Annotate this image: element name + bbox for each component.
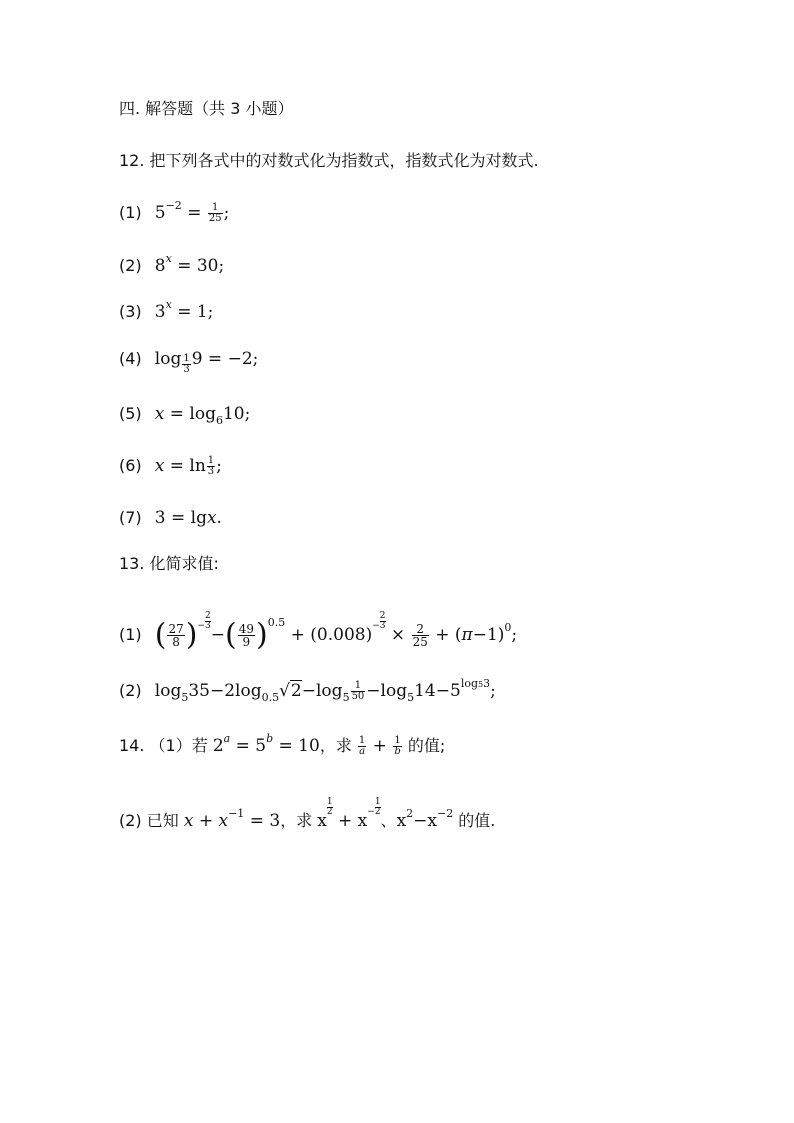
q12-item-2 [119, 252, 225, 277]
formula: x = ln $\frac{1}{3}$ ; [154, 455, 222, 477]
formula: $8^x = 30$; [154, 252, 225, 276]
fraction: $\frac{1}{3}$ [183, 353, 190, 375]
fraction: $\frac{27}{8}$ [168, 622, 184, 649]
exponent-fraction: $\frac{1}{2}$ [326, 797, 333, 817]
question-label: (2) 已知 [119, 811, 184, 830]
item-label: (1) [119, 625, 142, 644]
q12-item-1 [119, 199, 230, 224]
formula: $\log_535-2\log_{0.5}√2-\log_5$ $\frac{1}{50}$ $-\log_514-5^{log53}$; [154, 677, 496, 704]
q14-line-2: (2) 已知 $x + x^{-1} = 3$，求 x $\frac{1}{2}$ + x − $\frac{1}{2}$ 、$x^2-x^{-2}$ 的值. [119, 797, 496, 831]
question-label: 14. （1）若 [119, 736, 213, 755]
question-12-stem: 12. 把下列各式中的对数式化为指数式，指数式化为对数式. [119, 151, 539, 170]
fraction: $\frac{1}{b}$ [394, 735, 401, 757]
exponent-fraction: − [372, 621, 380, 631]
exponent-fraction: − [197, 621, 206, 631]
fraction: $\frac{1}{50}$ [351, 680, 365, 702]
formula: $3^x = 1$; [154, 298, 214, 322]
q12-item-6 [119, 455, 222, 477]
exponent-fraction: − [367, 807, 375, 817]
q14-line-1: 14. （1）若 $2^a = 5^b = 10$，求 $\frac{1}{a}$ + $\frac{1}{b}$ 的值; [119, 732, 446, 757]
fraction: $\frac{1}{3}$ [207, 455, 215, 477]
question-13-stem: 13. 化简求值: [119, 554, 219, 573]
formula: 3 = lgx. [154, 508, 222, 528]
item-label: (4) [119, 349, 142, 368]
item-label: (2) [119, 681, 142, 700]
q12-item-5 [119, 403, 250, 425]
fraction: $\frac{1}{a}$ [358, 735, 366, 757]
q13-item-2 [119, 677, 496, 704]
formula: $x = \log_610$; [154, 404, 251, 427]
formula: $5^{-2}$ = $\frac{1}{25}$ ; [154, 199, 230, 224]
q12-item-3 [119, 298, 214, 323]
section-title: 四. 解答题（共 3 小题） [119, 99, 294, 118]
q12-item-7 [119, 507, 222, 529]
fraction: $\frac{1}{25}$ [208, 202, 222, 224]
item-label: (5) [119, 404, 142, 423]
formula: ( $\frac{27}{8}$ ) − $\frac{2}{3}$ −( $\frac{49}{9}$ )$^{0.5}$ + (0.008) − $\frac{2}{3}$ × $\frac{2}{25}$ + $(\pi-1)^0$; [154, 611, 518, 653]
item-label: (2) [119, 256, 142, 275]
item-label: (3) [119, 302, 142, 321]
formula: log $\frac{1}{3}$ 9 = −2; [154, 349, 259, 375]
formula: $2^a = 5^b = 10$ [212, 732, 320, 756]
exponent-fraction: $\frac{2}{3}$ [205, 611, 211, 631]
q13-item-1 [119, 612, 517, 652]
q12-item-4 [119, 348, 258, 375]
formula: $x + x^{-1} = 3$ [183, 807, 281, 831]
fraction: $\frac{2}{25}$ [412, 622, 428, 649]
fraction: $\frac{49}{9}$ [238, 622, 255, 649]
item-label: (1) [119, 203, 142, 222]
exponent-fraction: $\frac{1}{2}$ [374, 797, 381, 817]
exponent-fraction: $\frac{2}{3}$ [379, 611, 386, 631]
item-label: (6) [119, 456, 142, 475]
item-label: (7) [119, 508, 142, 527]
